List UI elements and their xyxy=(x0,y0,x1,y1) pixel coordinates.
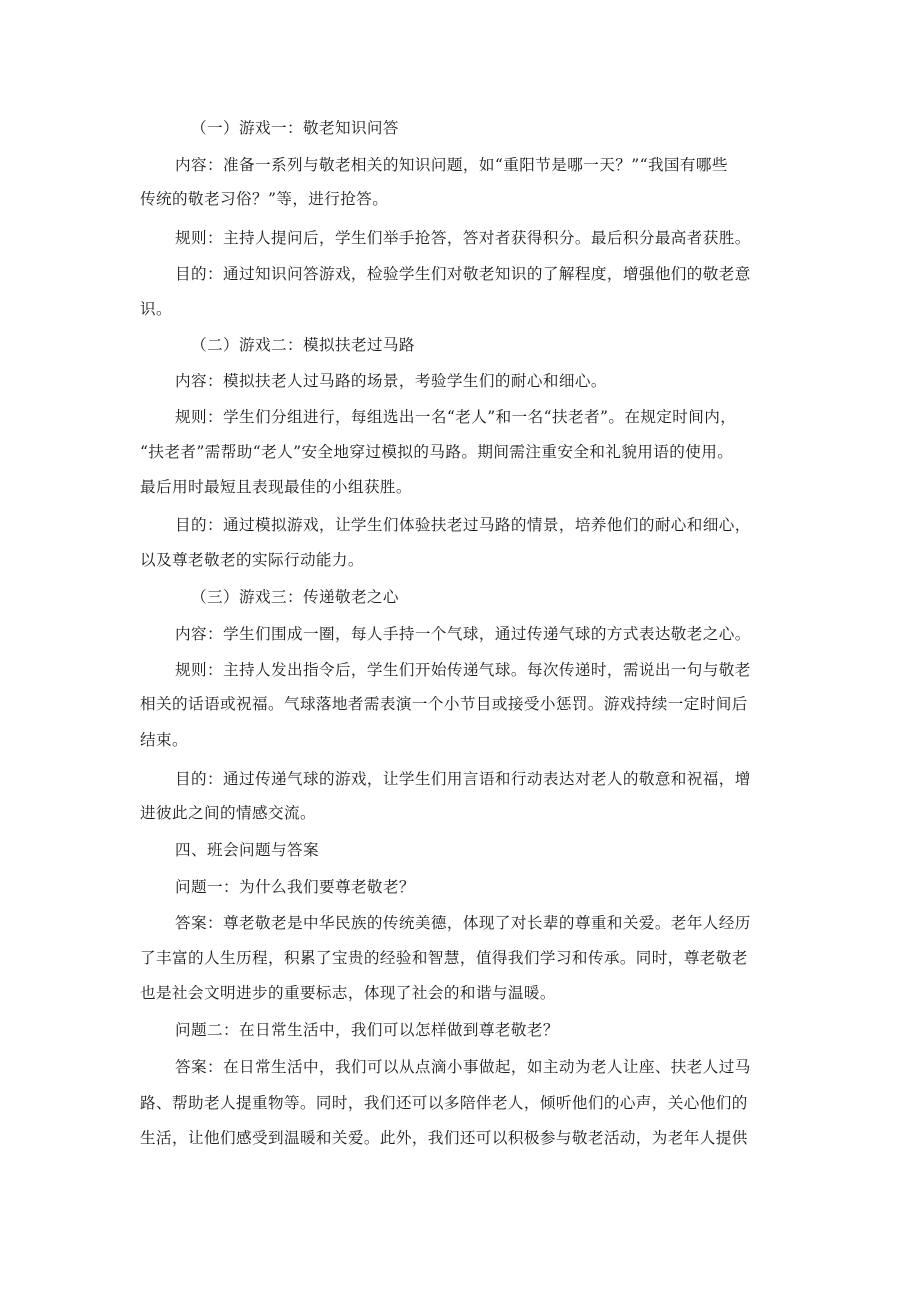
game2-rules-line: “扶老者”需帮助“老人”安全地穿过模拟的马路。期间需注重安全和礼貌用语的使用。 xyxy=(140,443,734,461)
game1-heading: （一）游戏一：敬老知识问答 xyxy=(191,119,399,137)
game2-content-line: 内容：模拟扶老人过马路的场景，考验学生们的耐心和细心。 xyxy=(175,372,607,390)
game3-heading: （三）游戏三：传递敬老之心 xyxy=(191,588,399,606)
answer-two-line: 生活，让他们感受到温暖和关爱。此外，我们还可以积极参与敬老活动，为老年人提供 xyxy=(140,1129,748,1147)
game1-rules-line: 规则：主持人提问后，学生们举手抢答，答对者获得积分。最后积分最高者获胜。 xyxy=(175,229,751,247)
game1-purpose-line: 目的：通过知识问答游戏，检验学生们对敬老知识的了解程度，增强他们的敬老意 xyxy=(175,265,751,283)
question-two: 问题二：在日常生活中，我们可以怎样做到尊老敬老？ xyxy=(175,1021,559,1039)
game3-rules-line: 结束。 xyxy=(140,731,188,749)
game1-content-line: 内容：准备一系列与敬老相关的知识问题，如“重阳节是哪一天？”“我国有哪些 xyxy=(175,156,728,174)
game3-rules-line: 相关的话语或祝福。气球落地者需表演一个小节目或接受小惩罚。游戏持续一定时间后 xyxy=(140,695,748,713)
game1-purpose-line: 识。 xyxy=(140,300,172,318)
game2-heading: （二）游戏二：模拟扶老过马路 xyxy=(191,336,415,354)
answer-one-line: 了丰富的人生历程，积累了宝贵的经验和智慧，值得我们学习和传承。同时，尊老敬老 xyxy=(140,949,748,967)
game2-rules-line: 规则：学生们分组进行，每组选出一名“老人”和一名“扶老者”。在规定时间内， xyxy=(175,408,737,426)
section4-heading: 四、班会问题与答案 xyxy=(175,841,319,859)
game2-purpose-line: 目的：通过模拟游戏，让学生们体验扶老过马路的情景，培养他们的耐心和细心， xyxy=(175,516,751,534)
game2-rules-line: 最后用时最短且表现最佳的小组获胜。 xyxy=(140,478,412,496)
answer-two-line: 路、帮助老人提重物等。同时，我们还可以多陪伴老人，倾听他们的心声，关心他们的 xyxy=(140,1094,748,1112)
game3-content-line: 内容：学生们围成一圈，每人手持一个气球，通过传递气球的方式表达敬老之心。 xyxy=(175,625,751,643)
question-one: 问题一：为什么我们要尊老敬老？ xyxy=(175,878,415,896)
game3-rules-line: 规则：主持人发出指令后，学生们开始传递气球。每次传递时，需说出一句与敬老 xyxy=(175,661,751,679)
game1-content-line: 传统的敬老习俗？”等，进行抢答。 xyxy=(140,190,389,208)
game3-purpose-line: 进彼此之间的情感交流。 xyxy=(140,804,316,822)
answer-one-line: 也是社会文明进步的重要标志，体现了社会的和谐与温暖。 xyxy=(140,984,556,1002)
answer-one-line: 答案：尊老敬老是中华民族的传统美德，体现了对长辈的尊重和关爱。老年人经历 xyxy=(175,914,751,932)
game3-purpose-line: 目的：通过传递气球的游戏，让学生们用言语和行动表达对老人的敬意和祝福，增 xyxy=(175,770,751,788)
answer-two-line: 答案：在日常生活中，我们可以从点滴小事做起，如主动为老人让座、扶老人过马 xyxy=(175,1058,751,1076)
game2-purpose-line: 以及尊老敬老的实际行动能力。 xyxy=(140,551,364,569)
